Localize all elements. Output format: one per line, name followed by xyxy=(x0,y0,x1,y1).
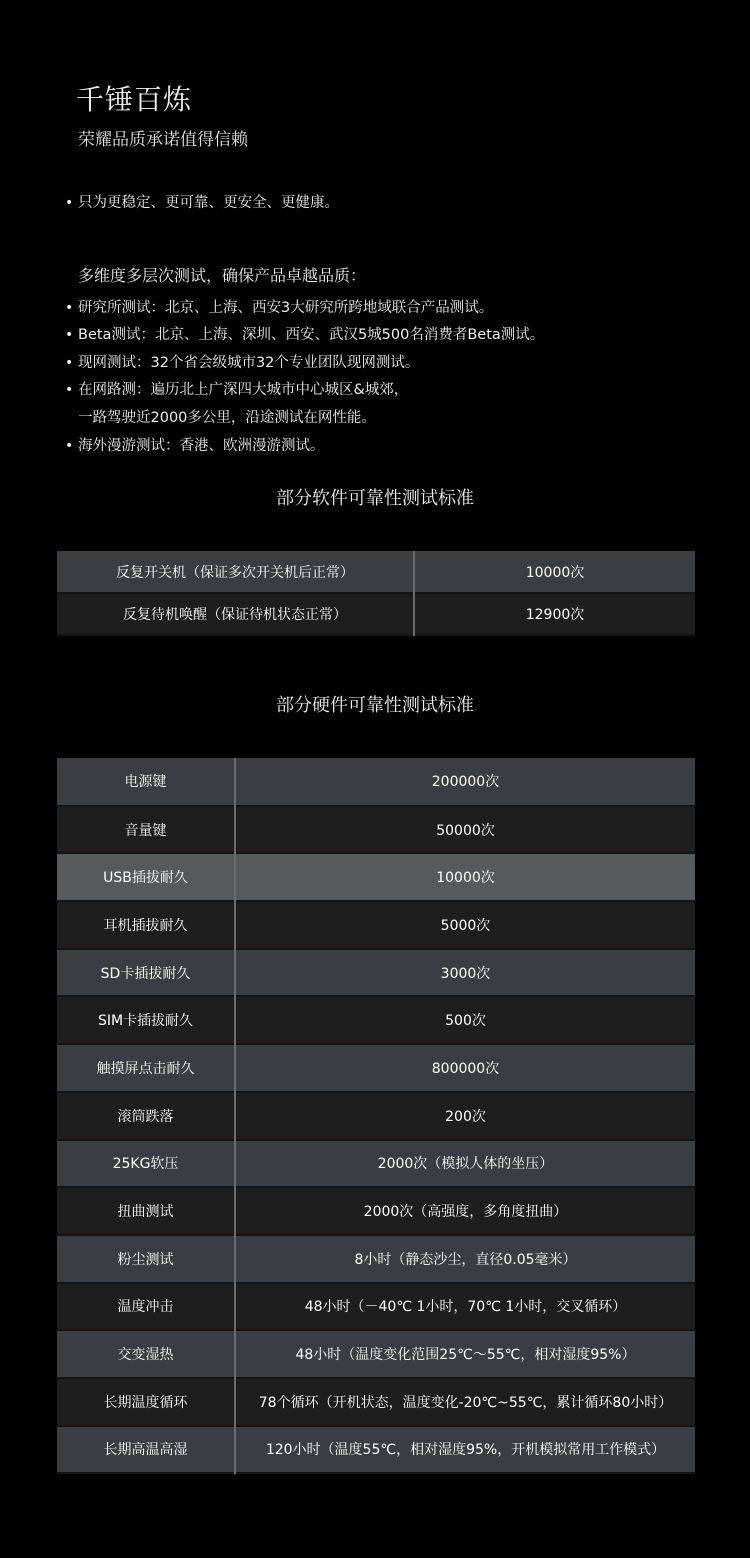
test-item-cell: SIM卡插拔耐久 xyxy=(57,996,235,1044)
table-row xyxy=(57,1330,695,1378)
bullet-icon: • xyxy=(65,300,74,316)
test-item-cell: 电源键 xyxy=(57,758,235,806)
test-value-cell: 800000次 xyxy=(431,1060,500,1077)
testing-item: 研究所测试：北京、上海、西安3大研究所跨地域联合产品测试。 xyxy=(78,300,494,316)
testing-item: Beta测试：北京、上海、深圳、西安、武汉5城500名消费者Beta测试。 xyxy=(78,327,545,343)
test-item-cell: 耳机插拔耐久 xyxy=(57,901,235,949)
testing-item-continuation: 一路驾驶近2000多公里，沿途测试在网性能。 xyxy=(78,410,376,426)
table-row xyxy=(57,996,695,1044)
test-value-cell: 78个循环（开机状态，温度变化-20℃~55℃，累计循环80小时） xyxy=(258,1394,673,1411)
table-row xyxy=(57,1140,695,1188)
test-item-cell: 交变湿热 xyxy=(57,1330,235,1378)
test-value-cell: 2000次（模拟人体的坐压） xyxy=(377,1156,554,1173)
table-row xyxy=(57,949,695,997)
testing-item: 在网路测：遍历北上广深四大城市中心城区&城郊， xyxy=(78,382,409,398)
test-value-cell: 8小时（静态沙尘，直径0.05毫米） xyxy=(354,1251,577,1268)
table-row xyxy=(57,593,695,635)
table-row xyxy=(57,1187,695,1235)
bullet-icon: • xyxy=(65,438,74,454)
bullet-icon: • xyxy=(65,355,74,371)
hardware-reliability-table xyxy=(57,758,695,1474)
test-item-cell: 音量键 xyxy=(57,806,235,854)
test-value-cell: 200000次 xyxy=(431,774,500,791)
table-row xyxy=(57,1044,695,1092)
table-row xyxy=(57,1235,695,1283)
test-item-cell: 温度冲击 xyxy=(57,1283,235,1331)
software-reliability-table xyxy=(57,551,695,636)
test-value-cell: 2000次（高强度，多角度扭曲） xyxy=(363,1204,568,1221)
table-row xyxy=(57,853,695,901)
test-value-cell: 3000次 xyxy=(440,965,491,982)
test-item-cell: USB插拔耐久 xyxy=(57,853,235,901)
table-row xyxy=(57,1426,695,1474)
test-item-cell: 扭曲测试 xyxy=(57,1187,235,1235)
table-row xyxy=(57,551,695,593)
software-section-heading: 部分软件可靠性测试标准 xyxy=(276,488,474,509)
test-value-cell: 200次 xyxy=(445,1108,486,1125)
test-item-cell: 反复开关机（保证多次开关机后正常） xyxy=(57,551,414,593)
test-item-cell: 滚筒跌落 xyxy=(57,1092,235,1140)
test-item-cell: SD卡插拔耐久 xyxy=(57,949,235,997)
intro-statement: 只为更稳定、更可靠、更安全、更健康。 xyxy=(78,195,339,211)
test-value-cell: 10000次 xyxy=(525,564,585,581)
bullet-icon: • xyxy=(65,382,74,398)
testing-item: 现网测试：32个省会级城市32个专业团队现网测试。 xyxy=(78,355,420,371)
test-item-cell: 粉尘测试 xyxy=(57,1235,235,1283)
bullet-icon: • xyxy=(65,327,74,343)
table-row xyxy=(57,758,695,806)
test-value-cell: 120小时（温度55℃，相对湿度95%，开机模拟常用工作模式） xyxy=(265,1442,666,1459)
test-item-cell: 25KG软压 xyxy=(57,1140,235,1188)
page-title: 千锤百炼 xyxy=(76,83,193,116)
test-item-cell: 长期高温高湿 xyxy=(57,1426,235,1474)
test-value-cell: 48小时（－40℃ 1小时，70℃ 1小时，交叉循环） xyxy=(304,1299,627,1316)
table-row xyxy=(57,806,695,854)
table-row xyxy=(57,901,695,949)
test-value-cell: 50000次 xyxy=(436,822,495,839)
testing-heading: 多维度多层次测试，确保产品卓越品质： xyxy=(78,266,367,285)
testing-item: 海外漫游测试：香港、欧洲漫游测试。 xyxy=(78,438,325,454)
page-subtitle: 荣耀品质承诺值得信赖 xyxy=(78,130,248,150)
test-item-cell: 长期温度循环 xyxy=(57,1378,235,1426)
test-value-cell: 48小时（温度变化范围25℃～55℃，相对湿度95%） xyxy=(295,1347,636,1364)
test-value-cell: 10000次 xyxy=(436,870,495,887)
test-value-cell: 12900次 xyxy=(525,607,585,623)
hardware-section-heading: 部分硬件可靠性测试标准 xyxy=(276,695,474,716)
test-value-cell: 500次 xyxy=(445,1013,486,1030)
table-row xyxy=(57,1092,695,1140)
table-row xyxy=(57,1378,695,1426)
test-value-cell: 5000次 xyxy=(440,917,491,934)
bullet-icon: • xyxy=(65,195,74,211)
test-item-cell: 触摸屏点击耐久 xyxy=(57,1044,235,1092)
table-row xyxy=(57,1283,695,1331)
test-item-cell: 反复待机唤醒（保证待机状态正常） xyxy=(57,593,414,635)
